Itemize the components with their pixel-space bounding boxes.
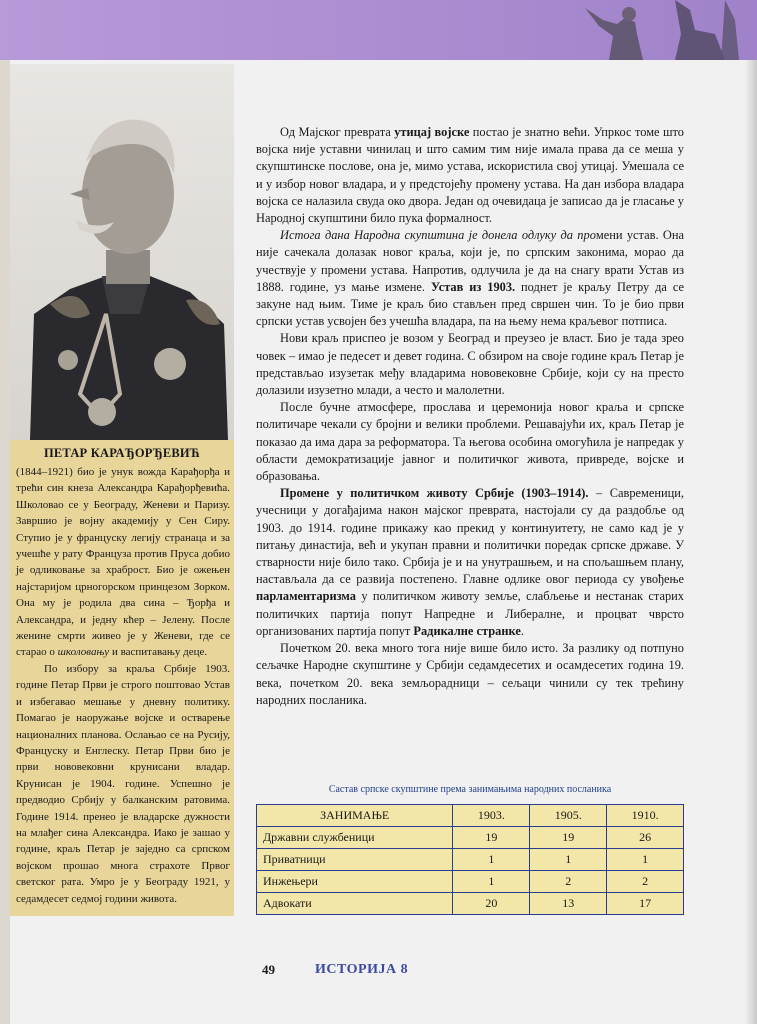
- main-paragraph-2: [256, 227, 684, 330]
- cell-value: 19: [530, 827, 607, 849]
- p2-rest: поднет је краљу Петру да се закуне над њим. Тиме је краљ био стављен пред свршен чин. То је био први српски устав усвојен без учешћа владара, па на њему нема краљевог потписа.: [256, 279, 684, 329]
- main-text: [256, 124, 684, 709]
- cell-value: 26: [607, 827, 684, 849]
- table-row: [257, 893, 684, 915]
- cell-value: 1: [530, 849, 607, 871]
- table-caption: Састав српске скупштине према занимањима народних посланика: [328, 784, 612, 795]
- top-color-band: [0, 0, 757, 60]
- main-paragraph-6: Почетком 20. века много тога није више било исто. За разлику од потпуно сељачке Народне скупштине у Србији седамдесетих и осамдесетих година 19. века, почетком 20. века земљорадници – сељаци чинили су тек трећину народних посланика.: [256, 641, 684, 707]
- p1-bold: утицај војске: [394, 125, 470, 139]
- row-label: Адвокати: [257, 893, 453, 915]
- header-occupation: ЗАНИМАЊЕ: [257, 805, 453, 827]
- caption-paragraph-2: По избору за краља Србије 1903. године Петар Први је строго поштовао Устав и избегавао мешање у дневну политику. Помагао је наоружање војске и остварење националних планова. Ослањао се на Русију, Француску и Енглеску. Петар Први био је први нововековни крунисани владар. Крунисан је 1904. године. Успешно је предводио Србију у балканским ратовима. Године 1914. пренео је владарске дужности на млађег сина Александра. Иако је зашао у године, краљ Петар је заједно са српском војском прошао многа страхоте Првог светског рата. Умро је у Београду 1921, у седамдесет седмој години живота.: [16, 662, 230, 905]
- right-gutter: [745, 60, 757, 1024]
- p5-end: .: [520, 623, 524, 638]
- row-label: Приватници: [257, 849, 453, 871]
- cell-value: 19: [453, 827, 530, 849]
- portrait-photo: [10, 64, 234, 440]
- main-paragraph-4: После бучне атмосфере, прослава и церемонија новог краља и српске политичаре чекали су бројни и велики проблеми. Решавајући их, краљ Петар је показао да има дара за реформатора. Та његова особина омогућила је напредак у области демократизације јавног и политичког живота, привреде, војске и образовања.: [256, 400, 684, 484]
- header-1910: 1910.: [607, 805, 684, 827]
- table-header-row: [257, 805, 684, 827]
- main-paragraph-5: [256, 485, 684, 640]
- page-number: 49: [262, 962, 275, 977]
- p5-bold-radical: Радикалне странке: [413, 623, 521, 638]
- p1-rest: постао је знатно већи. Упркос томе што војска није уставни чинилац и што самим тим није имала права да се меша у скупштинске послове, она је, мимо устава, искористила свој утицај. Умешала се и у избор новог владара, и у предстојећу промену устава. На дан избора владара војска се налазила свуда око двора. Један од очевидаца је записао да је гласање у Народној скупштини било пука формалност.: [256, 125, 684, 226]
- header-1903: 1903.: [453, 805, 530, 827]
- cell-value: 1: [453, 849, 530, 871]
- table-row: [257, 849, 684, 871]
- p1-start: Од Мајског преврата: [280, 125, 395, 139]
- cell-value: 13: [530, 893, 607, 915]
- left-page-edge: [0, 60, 10, 1024]
- book-title: ИСТОРИЈА 8: [315, 962, 409, 977]
- p5-text-2: у политичком животу земље, слабљење и нестанак старих политичких партија попут Напредне и Либералне, и процват чврсто организованих партија попут: [256, 589, 684, 638]
- section-heading: Промене у политичком животу Србије (1903–1914).: [280, 486, 589, 501]
- caption-p1-italic: школовању: [57, 646, 110, 659]
- p2-bold: Устав из 1903.: [430, 279, 516, 294]
- p2-text: мени устав. Она није сачекала долазак новог краља, који је, по српским законима, морао да учествује у промени устава. Напротив, одлучила је да на снагу врати Устав из 1888. године, уз мање измене.: [256, 228, 684, 294]
- cell-value: 17: [607, 893, 684, 915]
- caption-text: [16, 464, 230, 907]
- caption-title: ПЕТАР КАРАЂОРЂЕВИЋ: [43, 446, 201, 460]
- cell-value: 1: [453, 871, 530, 893]
- statue-illustration: [525, 0, 745, 60]
- header-1905: 1905.: [530, 805, 607, 827]
- caption-paragraph-1: [16, 464, 230, 661]
- p5-bold-parliamentarism: парламентаризма: [256, 589, 356, 604]
- row-label: Инжењери: [257, 871, 453, 893]
- main-paragraph-3: Нови краљ приспео је возом у Београд и преузео је власт. Био је тада зрео човек – имао је педесет и девет година. С обзиром на своје године краљ Петар је представљао изузетак међу владарима нововековне Србије, који су на престо долазили изузетно млади, а често и малолетни.: [256, 331, 684, 398]
- caption-p1-text: (1844–1921) био је унук вожда Карађорђа и трећи син кнеза Александра Карађорђевића. Школовао се у Београду, Женеви и Паризу. Завршио је војну академију у Сен Сиру. Ступио је у француску легију странаца и за учешће у рату Француза против Пруса добио је одликовање за храброст. Био је ожењен најстаријом црногорском принцезом Зорком. Она му је родила два сина – Ђорђа и Александра, и једну кћер – Јелену. После женине смрти живео је у Женеви, где се старао о: [16, 466, 230, 659]
- cell-value: 1: [607, 849, 684, 871]
- caption-p1-end: и васпитавању деце.: [109, 646, 208, 659]
- p2-italic: Истога дана Народна скупштина је донела одлуку да про: [280, 228, 596, 243]
- cell-value: 2: [530, 871, 607, 893]
- table-row: [257, 871, 684, 893]
- main-paragraph-1: [256, 124, 684, 227]
- cell-value: 20: [453, 893, 530, 915]
- assembly-composition-table: [256, 804, 684, 915]
- table-row: [257, 827, 684, 849]
- cell-value: 2: [607, 871, 684, 893]
- p5-text: – Савременици, учесници у догађајима након мајског преврата, настојали су да раздобље од 1903. до 1914. године прикажу као прекид у континуитету, не само кад је у питању династија, већ и укупан правни и политички поредак српске државе. У стварности није било тако. Србија је и на унутрашњем, и на спољашњем плану, настављала да се развија постепено. Главне одлике овог периода су увођење: [256, 486, 685, 587]
- row-label: Државни службеници: [257, 827, 453, 849]
